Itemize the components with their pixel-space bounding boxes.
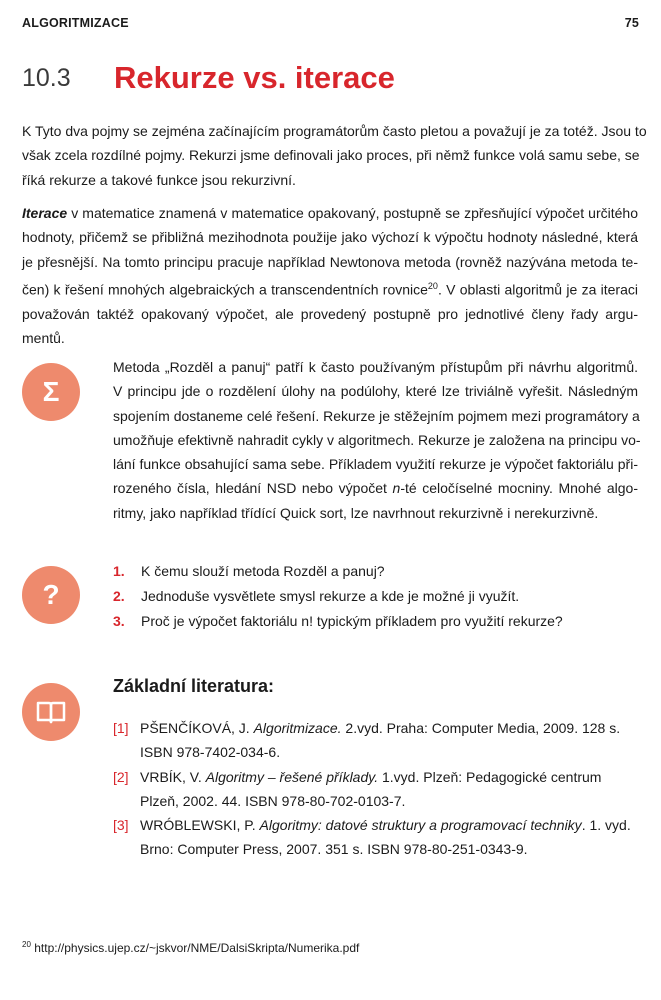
reference-details: 1.vyd. Plzeň: Pedagogické centrum Plzeň, 2002. 44. ISBN 978-80-702-0103-7.: [140, 768, 602, 809]
literature-heading: Základní literatura:: [113, 676, 275, 696]
text-span: rozeného čísla, hledání NSD nebo výpočet: [113, 480, 393, 497]
question-text: Jednoduše vysvětlete smysl rekurze a kde je možné ji využít.: [141, 588, 520, 604]
open-book-icon: [36, 700, 66, 724]
text-line: [22, 274, 638, 302]
footnote-reference[interactable]: 20: [427, 280, 438, 291]
reference-number: [3]: [113, 817, 129, 834]
reference-details: . 1. vyd. Brno: Computer Press, 2007. 351 s. ISBN 978-80-251-0343-9.: [140, 817, 631, 858]
section-heading: [22, 56, 395, 100]
text-line: hodnoty, přičemž se přibližná mezihodnota použije jako výchozí k výpočtu hodnoty následné, která: [22, 229, 638, 246]
text-line: Metoda „Rozděl a panuj“ patří k často používaným přístupům při návrhu algoritmů.: [113, 359, 638, 375]
text-span: -té celočíselné mocniny. Mnohé algo-: [400, 480, 638, 497]
questions-icon: [22, 566, 80, 624]
question-number: 2.: [113, 588, 125, 604]
header-chapter-title: ALGORITMIZACE: [22, 16, 129, 30]
reference-item: [113, 765, 643, 814]
footnote-url[interactable]: http://physics.ujep.cz/~jskvor/NME/DalsiSkripta/Numerika.pdf: [30, 941, 360, 955]
text-span: čen) k řešení mnohých algebraických a transcendentních rovnice: [22, 281, 428, 298]
text-line: [22, 201, 638, 225]
question-item: [113, 584, 563, 609]
question-item: [113, 609, 563, 634]
question-mark-glyph: ?: [42, 579, 60, 610]
text-line: však zcela rozdílné pojmy. Rekurzi jsme definovali jako proces, při němž funkce volá samu sebe, se: [22, 147, 640, 164]
footnote-number: 20: [22, 940, 31, 949]
question-number: 1.: [113, 563, 125, 579]
question-item: [113, 559, 563, 584]
text-line: považován taktéž opakovaný výpočet, ale provedený postupně pro jednotlivé členy řady argu-: [22, 305, 638, 322]
reference-item: [113, 813, 643, 862]
reference-item: [113, 716, 643, 765]
text-line: spojením dostaneme celé řešení. Rekurze je stěžejním pojmem mezi programátory a: [113, 407, 640, 424]
summary-box-text: [113, 355, 641, 525]
text-line: je přesnější. Na tomto principu pracuje například Newtonova metoda (rovněž nazývána metoda te-: [22, 253, 638, 270]
reference-number: [1]: [113, 720, 129, 736]
question-list: [113, 559, 563, 634]
reference-title: Algoritmy – řešené příklady.: [205, 768, 379, 785]
footnote: [22, 940, 359, 955]
text-span: v matematice znamená v matematice opakovaný, postupně se zpřesňující výpočet určitého: [67, 205, 638, 221]
summary-sigma-icon: [22, 363, 80, 421]
sigma-glyph: Σ: [42, 376, 60, 407]
text-span: . V oblasti algoritmů je za iteraci: [437, 281, 638, 298]
intro-paragraph: [22, 119, 647, 192]
page-number: 75: [624, 16, 639, 30]
text-line: mentů.: [22, 330, 65, 347]
reference-details: 2.vyd. Praha: Computer Media, 2009. 128 s. ISBN 978-7402-034-6.: [140, 720, 621, 761]
reference-author: PŠENČÍKOVÁ, J.: [140, 720, 254, 736]
text-line: lání funkce obsahující sama sebe. Příkladem využití rekurze je výpočet faktoriálu při-: [113, 456, 638, 473]
italic-n: n: [392, 480, 401, 497]
reference-title: Algoritmizace.: [253, 720, 342, 736]
reference-text: [140, 813, 643, 862]
reference-author: WRÓBLEWSKI, P.: [140, 817, 260, 834]
text-line: [113, 476, 638, 500]
reference-text: [140, 716, 643, 765]
term-iterace: Iterace: [22, 205, 68, 221]
text-line: říká rekurze a takové funkce jsou rekurzivní.: [22, 171, 296, 188]
question-text: K čemu slouží metoda Rozděl a panuj?: [141, 563, 385, 579]
reference-author: VRBÍK, V.: [140, 768, 206, 785]
text-line: K Tyto dva pojmy se zejména začínajícím programátorům často pletou a považují je za totéž. Jsou to: [22, 123, 647, 139]
reference-title: Algoritmy: datové struktury a programovací techniky: [259, 817, 582, 834]
section-number: 10.3: [22, 63, 71, 92]
section-title: Rekurze vs. iterace: [114, 60, 395, 95]
reference-number: [2]: [113, 768, 129, 785]
reference-text: [140, 765, 643, 814]
text-line: V principu jde o rozdělení úlohy na podúlohy, které lze triviálně vyřešit. Následným: [113, 383, 638, 400]
running-header: [22, 16, 639, 30]
reference-list: [113, 716, 643, 862]
question-text: Proč je výpočet faktoriálu n! typickým příkladem pro využití rekurze?: [141, 613, 563, 629]
book-icon: [22, 683, 80, 741]
text-line: umožňuje efektivně nahradit cykly v algoritmech. Rekurze je založena na principu vo-: [113, 431, 641, 448]
iterace-paragraph: [22, 201, 638, 350]
question-number: 3.: [113, 613, 125, 629]
text-line: ritmy, jako například třídící Quick sort, lze navrhnout rekurzivně i nerekurzivně.: [113, 504, 599, 521]
